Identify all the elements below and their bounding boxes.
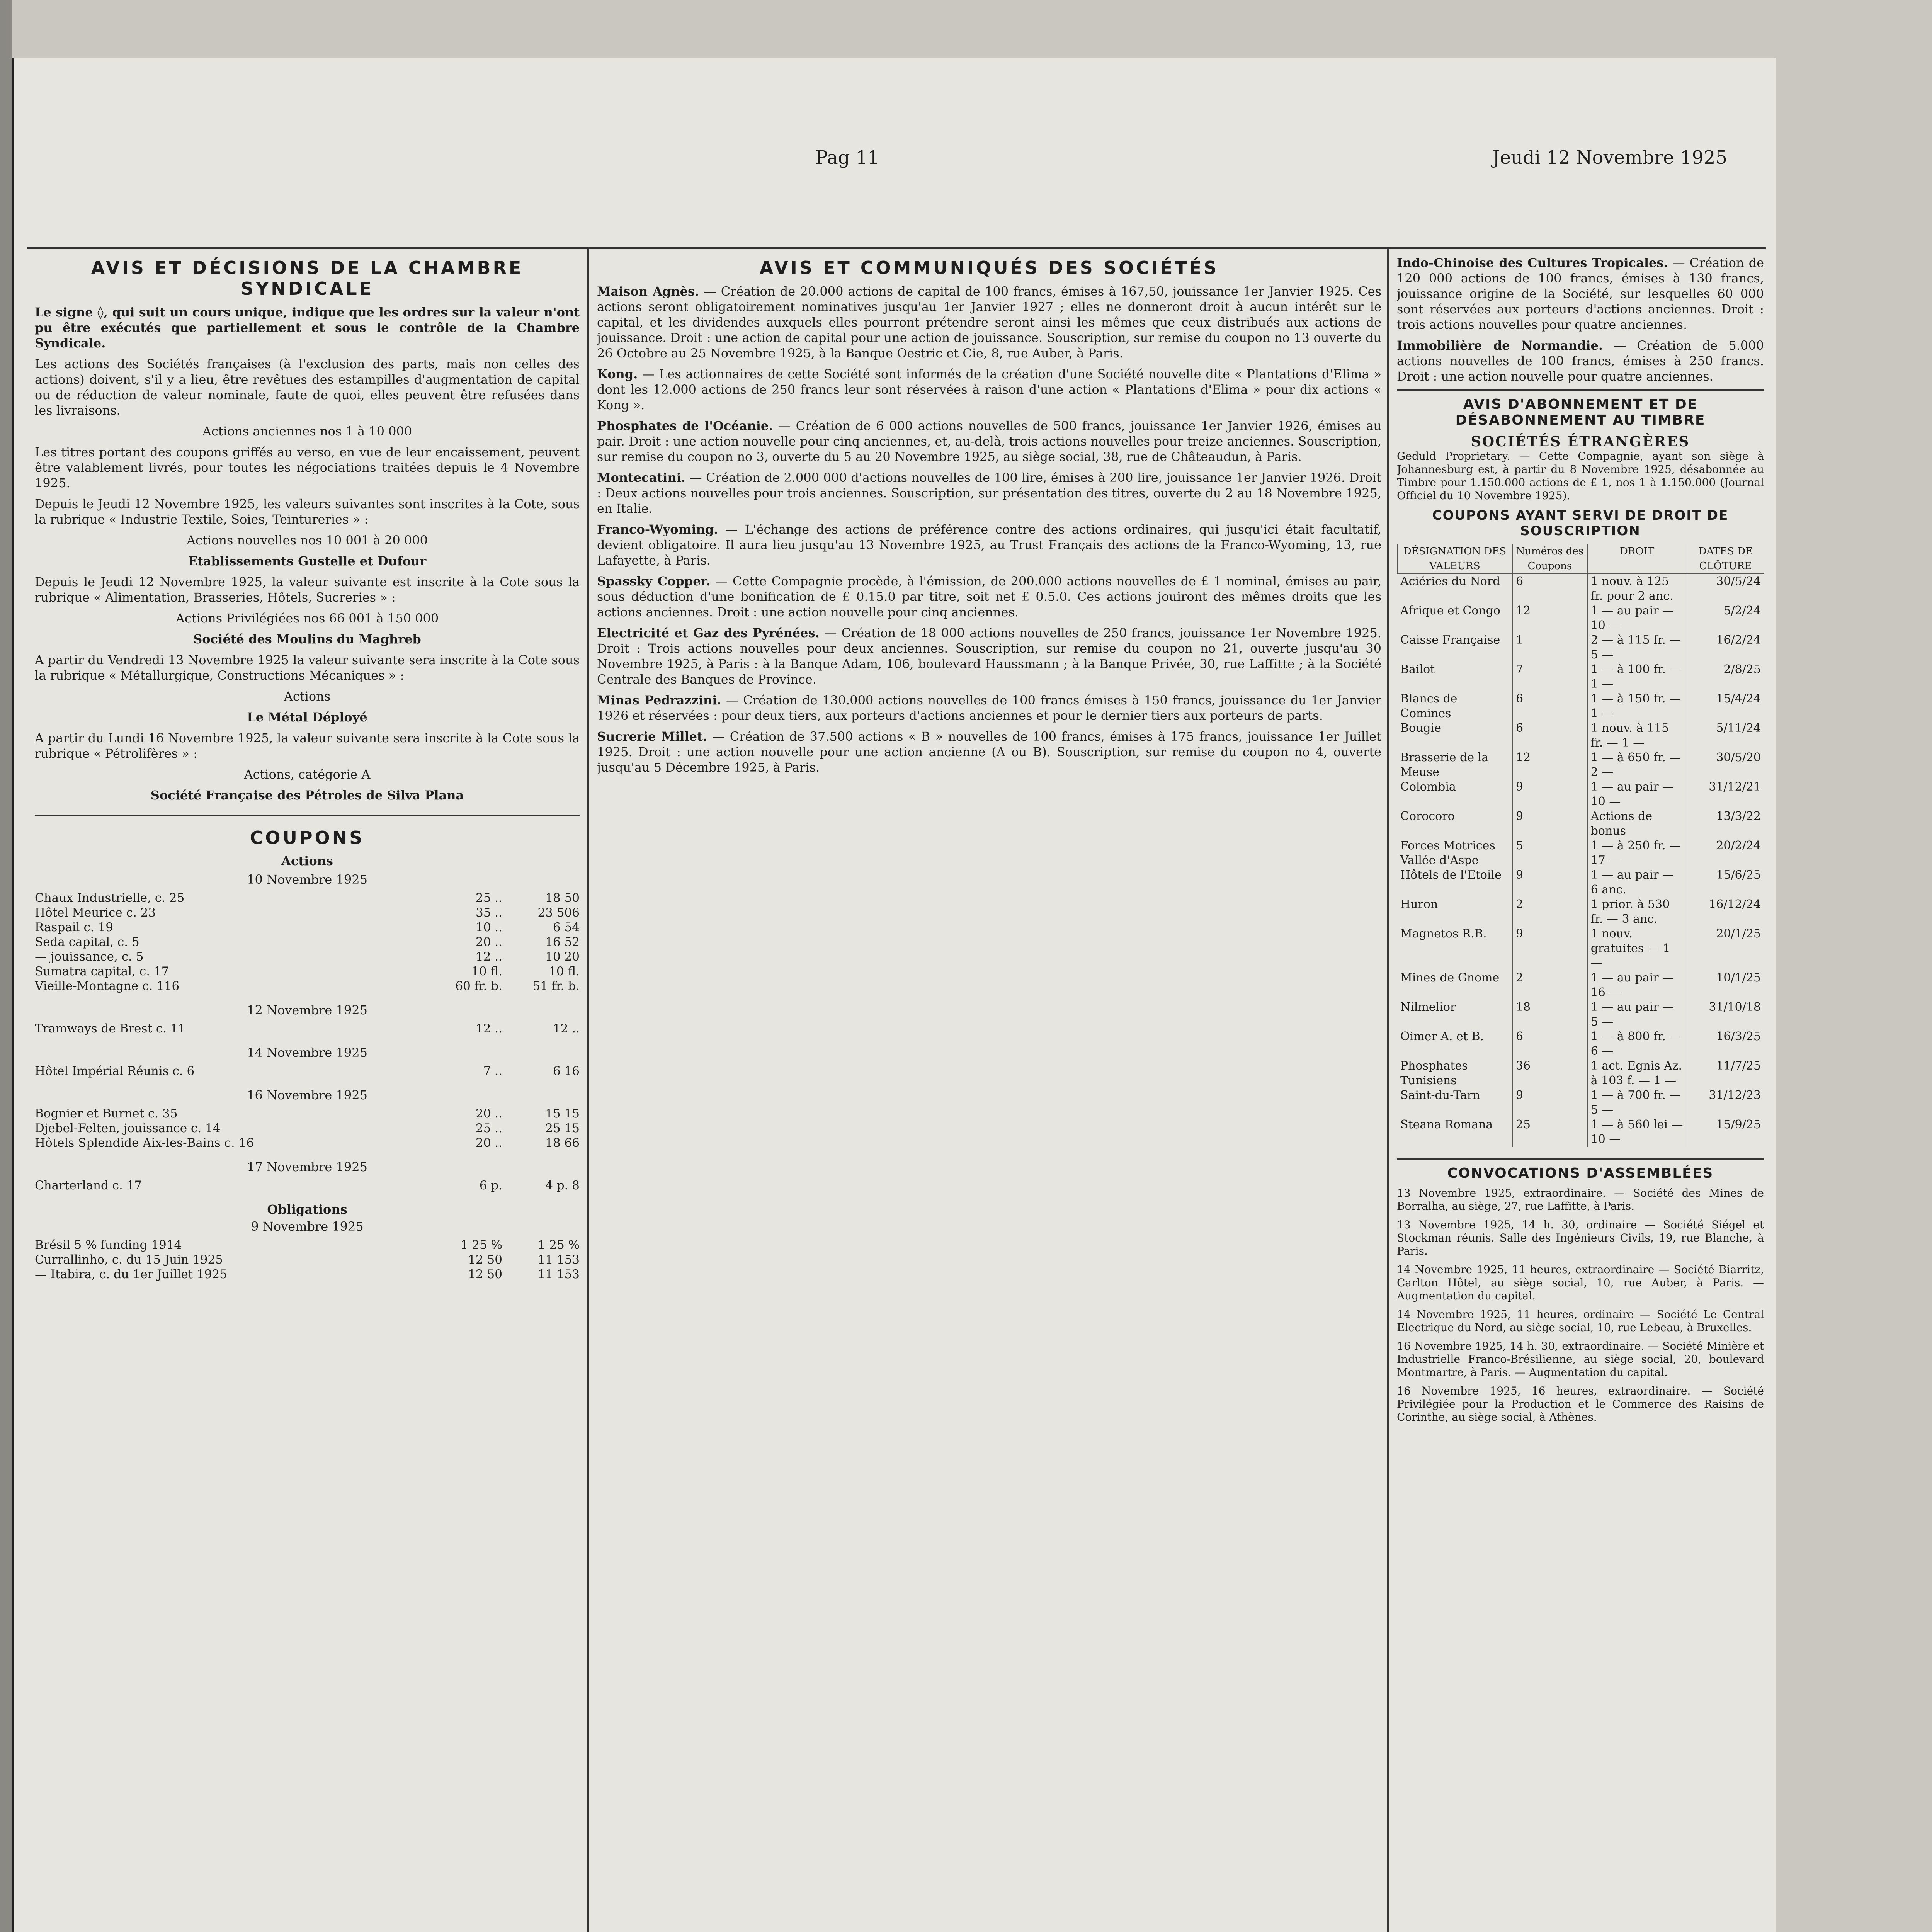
coupsousc-cell-c: 12 (1512, 750, 1587, 780)
coupon-value-b: 6 16 (553, 1064, 580, 1078)
communique-item (597, 692, 1381, 723)
coupon-name: — jouissance, c. 5 (35, 950, 144, 964)
coupsousc-cell-c: 6 (1512, 1029, 1587, 1059)
notice-para-1: Les actions des Sociétés françaises (à l'exclusion des parts, mais non celles des actions) doivent, s'il y a lieu, être revêtues des estampilles d'augmentation de capital ou de réduction de valeur nominale, faute de quoi, elles peuvent être refusées dans les livraisons. (35, 357, 580, 418)
coupsousc-cell-d: 2 — à 115 fr. — 5 — (1587, 633, 1687, 662)
coupsousc-cell-d: 1 — à 700 fr. — 5 — (1587, 1088, 1687, 1117)
coupsousc-cell-c: 18 (1512, 1000, 1587, 1029)
coupsousc-cell-n: Forces Motrices Vallée d'Aspe (1400, 839, 1495, 867)
coupsousc-cell-d: Actions de bonus (1587, 809, 1687, 838)
coupsousc-cell-t: 16/3/25 (1687, 1029, 1764, 1059)
coupsousc-cell-c: 36 (1512, 1059, 1587, 1088)
coupsousc-cell-n: Aciéries du Nord (1400, 575, 1500, 588)
coupsousc-cell-c: 9 (1512, 780, 1587, 809)
coupsousc-cell-c: 2 (1512, 897, 1587, 927)
coupons-list-5 (35, 1178, 580, 1193)
coupon-row (35, 891, 580, 905)
coupon-name: Charterland c. 17 (35, 1179, 142, 1192)
notice-para-9: Société des Moulins du Maghreb (193, 632, 421, 646)
coupsousc-cell-n: Saint-du-Tarn (1400, 1088, 1480, 1102)
communique-item-text: — Création de 37.500 actions « B » nouvelles de 100 francs, émises à 175 francs, jouissance 1er Juillet 1925. Droit : une action nouvelle pour une action ancienne (A ou B). Souscription, sur remise du coupon no 4, ouverte jusqu'au 5 Décembre 1925, à Paris. (597, 729, 1381, 775)
coupsousc-row (1397, 897, 1764, 927)
coupons-list (35, 891, 580, 993)
coupsousc-header: Numéros des Coupons (1512, 544, 1587, 574)
coupsousc-row (1397, 1029, 1764, 1059)
coupon-name: Vieille-Montagne c. 116 (35, 979, 180, 993)
coupsousc-cell-d: 1 — à 560 lei — 10 — (1587, 1117, 1687, 1147)
coupon-value-b: 4 p. 8 (545, 1179, 580, 1192)
coupsousc-table (1397, 544, 1764, 1147)
notice-para-2: Actions anciennes nos 1 à 10 000 (202, 424, 412, 439)
notice-para-6: Etablissements Gustelle et Dufour (188, 554, 427, 568)
convocations-title: CONVOCATIONS D'ASSEMBLÉES (1447, 1165, 1714, 1181)
communiques-column (597, 255, 1381, 1932)
coupon-value-b: 16 52 (545, 935, 580, 949)
coupsousc-row (1397, 721, 1764, 750)
communique-item-head: Kong. (597, 367, 638, 381)
communique-item-text: — Création de 18 000 actions nouvelles de 250 francs, jouissance 1er Novembre 1925. Droit : Trois actions nouvelles pour deux anciennes. Souscription, sur remise du coupon no 21, ouverte jusqu'au 30 Novembre 1925, à Paris : à la Banque Adam, 106, boulevard Haussmann ; à la Banque Privée, 30, rue Laffitte ; à la Société Centrale des Banques de Province. (597, 626, 1381, 687)
coupon-row (35, 1064, 580, 1078)
notice-para-8: Actions Privilégiées nos 66 001 à 150 000 (175, 611, 439, 626)
column-rule-2 (1387, 247, 1389, 1932)
coupon-row (35, 979, 580, 993)
oblig-row (35, 1252, 580, 1267)
coupsousc-cell-n: Brasserie de la Meuse (1400, 751, 1489, 779)
coupons-title: COUPONS (250, 827, 365, 848)
coupsousc-header: DÉSIGNATION DES VALEURS (1397, 544, 1512, 574)
coupsousc-cell-c: 7 (1512, 662, 1587, 692)
coupsousc-cell-t: 5/2/24 (1687, 604, 1764, 633)
coupsousc-cell-n: Corocoro (1400, 810, 1455, 823)
communique-item-head: Electricité et Gaz des Pyrénées. (597, 626, 820, 640)
coupon-value-b: 18 50 (545, 891, 580, 905)
coupsousc-cell-n: Colombia (1400, 780, 1456, 794)
communiques-title: AVIS ET COMMUNIQUÉS DES SOCIÉTÉS (759, 257, 1219, 278)
communique-item-text: — Création de 20.000 actions de capital de 100 francs, émises à 167,50, jouissance 1er Janvier 1925. Ces actions seront obligatoirement nominatives jusqu'au 1er Janvier 1927 ; elles ne donneront droit à aucun intérêt sur le capital, et les dividendes auxquels elles pourront prétendre seront ainsi les mêmes que ceux distribués aux actions de jouissance. Droit : une action de capital pour une action de jouissance. Souscription, sur remise du coupon no 13 ouverte du 26 Octobre au 25 Novembre 1925, à la Banque Oestric et Cie, 8, rue Auber, à Paris. (597, 284, 1381, 361)
coupon-value-a: 10 fl. (471, 964, 502, 978)
coupon-value-a: 12 .. (475, 950, 502, 964)
coupsousc-cell-t: 31/10/18 (1687, 1000, 1764, 1029)
coupon-value-a: 10 .. (475, 920, 502, 934)
coupsousc-cell-d: 1 — au pair — 10 — (1587, 780, 1687, 809)
coupsousc-cell-c: 12 (1512, 604, 1587, 633)
coupon-row (35, 964, 580, 979)
communique-item-head: Spassky Copper. (597, 574, 711, 588)
coupsousc-cell-t: 10/1/25 (1687, 971, 1764, 1000)
convocation-item: 13 Novembre 1925, 14 h. 30, ordinaire — Société Siégel et Stockman réunis. Salle des Ingénieurs Civils, 19, rue Blanche, à Paris. (1397, 1218, 1764, 1257)
oblig-value-a: 12 50 (468, 1253, 502, 1267)
coupsousc-cell-c: 6 (1512, 574, 1587, 604)
notice-para-10: A partir du Vendredi 13 Novembre 1925 la valeur suivante sera inscrite à la Cote sous la rubrique « Métallurgique, Constructions Mécaniques » : (35, 653, 580, 683)
coupsousc-cell-d: 1 — à 650 fr. — 2 — (1587, 750, 1687, 780)
page-date: Jeudi 12 Novembre 1925 (1492, 147, 1727, 168)
communique-item-head: Maison Agnès. (597, 284, 699, 299)
coupsousc-header: DROIT (1587, 544, 1687, 574)
communique-item (597, 625, 1381, 687)
coupsousc-cell-d: 1 nouv. gratuites — 1 — (1587, 927, 1687, 971)
notice-para-4: Depuis le Jeudi 12 Novembre 1925, les valeurs suivantes sont inscrites à la Cote, sous la rubrique « Industrie Textile, Soies, Teintureries » : (35, 497, 580, 527)
coupsousc-cell-t: 31/12/23 (1687, 1088, 1764, 1117)
coupsousc-cell-n: Steana Romana (1400, 1118, 1493, 1131)
coupon-name: Chaux Industrielle, c. 25 (35, 891, 185, 905)
coupsousc-cell-t: 20/1/25 (1687, 927, 1764, 971)
convocation-item: 13 Novembre 1925, extraordinaire. — Société des Mines de Borralha, au siège, 27, rue Laffitte, à Paris. (1397, 1187, 1764, 1213)
coupsousc-cell-n: Bougie (1400, 721, 1441, 735)
coupsousc-row (1397, 1059, 1764, 1088)
coupsousc-cell-t: 30/5/20 (1687, 750, 1764, 780)
coupsousc-cell-n: Blancs de Comines (1400, 692, 1458, 720)
communique-item-text: — Les actionnaires de cette Société sont informés de la création d'une Société nouvelle dite « Plantations d'Elima » dont les 12.000 actions de 250 francs leur sont réservées à raison d'une action « Plantations d'Elima » pour dix actions « Kong ». (597, 367, 1381, 412)
chambre-syndicale-column (35, 255, 580, 1932)
oblig-list (35, 1238, 580, 1282)
coupsousc-cell-d: 1 — à 150 fr. — 1 — (1587, 692, 1687, 721)
coupon-value-a: 20 .. (475, 1107, 502, 1121)
notice-para-13: A partir du Lundi 16 Novembre 1925, la valeur suivante sera inscrite à la Cote sous la rubrique « Pétrolifères » : (35, 731, 580, 761)
coupon-name: Seda capital, c. 5 (35, 935, 139, 949)
coupon-value-b: 15 15 (545, 1107, 580, 1121)
coupsousc-cell-n: Oimer A. et B. (1400, 1030, 1484, 1043)
coupsousc-cell-n: Huron (1400, 898, 1438, 911)
coupsousc-cell-c: 9 (1512, 927, 1587, 971)
coupsousc-cell-c: 5 (1512, 838, 1587, 868)
communique-item-head: Montecatini. (597, 470, 685, 485)
coupsousc-cell-d: 1 — au pair — 5 — (1587, 1000, 1687, 1029)
coupon-value-a: 25 .. (475, 891, 502, 905)
coupsousc-row (1397, 838, 1764, 868)
coupsousc-cell-t: 15/6/25 (1687, 868, 1764, 897)
coupsousc-row (1397, 868, 1764, 897)
notice-para-3: Les titres portant des coupons griffés au verso, en vue de leur encaissement, peuvent être valablement livrés, pour toutes les négociations traitées depuis le 4 Novembre 1925. (35, 445, 580, 490)
notice-para-7: Depuis le Jeudi 12 Novembre 1925, la valeur suivante est inscrite à la Cote sous la rubrique « Alimentation, Brasseries, Hôtels, Sucreries » : (35, 575, 580, 605)
intro-text: Le signe ◊, qui suit un cours unique, indique que les ordres sur la valeur n'ont pu être exécutés que partiellement et sous le contrôle de la Chambre Syndicale. (35, 305, 580, 350)
coupon-value-b: 25 15 (545, 1121, 580, 1135)
communique-item-head: Phosphates de l'Océanie. (597, 418, 773, 433)
communiques-list (597, 284, 1381, 775)
notice-para-15: Société Française des Pétroles de Silva Plana (150, 788, 464, 803)
communique-item-text: — L'échange des actions de préférence contre des actions ordinaires, qui jusqu'ici était facultatif, devient obligatoire. Il aura lieu jusqu'au 13 Novembre 1925, au Trust Français des actions de la Franco-Wyoming, 13, rue Lafayette, à Paris. (597, 522, 1381, 568)
coupsousc-title: COUPONS AYANT SERVI DE DROIT DE SOUSCRIPTION (1432, 508, 1729, 539)
page-header (12, 143, 1735, 174)
communique-item-head: Franco-Wyoming. (597, 522, 718, 537)
coupsousc-cell-n: Phosphates Tunisiens (1400, 1059, 1468, 1087)
coupsousc-cell-t: 30/5/24 (1687, 574, 1764, 604)
coupons-date-5: 17 Novembre 1925 (247, 1160, 367, 1174)
oblig-value-b: 1 25 % (537, 1238, 580, 1252)
coupsousc-row (1397, 971, 1764, 1000)
coupsousc-cell-c: 1 (1512, 633, 1587, 662)
coupon-name: Bognier et Burnet c. 35 (35, 1107, 178, 1121)
abonnement-text: Geduld Proprietary. — Cette Compagnie, ayant son siège à Johannesburg est, à partir du 8 Novembre 1925, désabonnée au Timbre pour 1.150.000 actions de £ 1, nos 1 à 1.150.000 (Journal Officiel du 10 Novembre 1925). (1397, 450, 1764, 502)
coupsousc-cell-t: 16/12/24 (1687, 897, 1764, 927)
coupon-name: Hôtel Impérial Réunis c. 6 (35, 1064, 195, 1078)
communique-item (597, 573, 1381, 620)
coupsousc-cell-n: Hôtels de l'Etoile (1400, 868, 1502, 882)
coupon-name: Hôtels Splendide Aix-les-Bains c. 16 (35, 1136, 254, 1150)
oblig-value-a: 1 25 % (460, 1238, 502, 1252)
coupon-name: Tramways de Brest c. 11 (35, 1022, 186, 1036)
notice-item-head: Indo-Chinoise des Cultures Tropicales. (1397, 255, 1668, 270)
coupsousc-row (1397, 780, 1764, 809)
coupsousc-cell-t: 16/2/24 (1687, 633, 1764, 662)
coupon-name: Hôtel Meurice c. 23 (35, 906, 156, 920)
top-rule (27, 247, 1766, 249)
coupsousc-cell-t: 31/12/21 (1687, 780, 1764, 809)
column-rule-1 (587, 247, 589, 1932)
coupsousc-row (1397, 1088, 1764, 1117)
coupsousc-cell-c: 6 (1512, 721, 1587, 750)
coupsousc-cell-t: 2/8/25 (1687, 662, 1764, 692)
coupsousc-cell-d: 1 — au pair — 16 — (1587, 971, 1687, 1000)
coupsousc-cell-t: 15/9/25 (1687, 1117, 1764, 1147)
coupon-value-a: 60 fr. b. (455, 979, 502, 993)
convocations-divider (1397, 1158, 1764, 1160)
coupsousc-cell-n: Caisse Française (1400, 633, 1500, 647)
oblig-row (35, 1238, 580, 1252)
notice-para-11: Actions (284, 689, 331, 704)
oblig-value-a: 12 50 (468, 1267, 502, 1281)
coupsousc-row (1397, 750, 1764, 780)
oblig-value-b: 11 153 (537, 1267, 580, 1281)
notice-item-text: — Création de 120 000 actions de 100 francs, émises à 130 francs, jouissance origine de la Société, sur lesquelles 60 000 sont réservées aux porteurs d'actions anciennes. Droit : trois actions nouvelles pour quatre anciennes. (1397, 255, 1764, 332)
coupon-row (35, 1121, 580, 1136)
coupon-value-a: 7 .. (483, 1064, 502, 1078)
oblig-date: 9 Novembre 1925 (251, 1219, 364, 1234)
oblig-name: Brésil 5 % funding 1914 (35, 1238, 182, 1252)
communique-item (597, 470, 1381, 516)
coupon-name: Sumatra capital, c. 17 (35, 964, 169, 978)
communique-item-text: — Cette Compagnie procède, à l'émission, de 200.000 actions nouvelles de £ 1 nominal, émises au pair, sous déduction d'une bonification de £ 0.15.0 par titre, soit net £ 0.5.0. Ces actions jouiront des mêmes droits que les actions anciennes. Droit : une action nouvelle pour cinq anciennes. (597, 574, 1381, 619)
coupsousc-cell-c: 9 (1512, 868, 1587, 897)
coupsousc-cell-c: 9 (1512, 809, 1587, 838)
page-number: Pag 11 (815, 147, 879, 168)
communique-item-head: Sucrerie Millet. (597, 729, 707, 744)
communique-item-text: — Création de 2.000 000 d'actions nouvelles de 100 lire, émises à 200 lire, jouissance 1er Janvier 1926. Droit : Deux actions nouvelles pour trois anciennes. Souscription, sur présentation des titres, ouverte du 2 au 18 Novembre 1925, en Italie. (597, 470, 1381, 516)
coupsousc-row (1397, 1000, 1764, 1029)
coupsousc-cell-t: 20/2/24 (1687, 838, 1764, 868)
coupsousc-cell-c: 9 (1512, 1088, 1587, 1117)
coupsousc-cell-n: Afrique et Congo (1400, 604, 1500, 617)
coupsousc-row (1397, 633, 1764, 662)
coupons-date-3: 14 Novembre 1925 (247, 1045, 367, 1060)
convocation-item: 16 Novembre 1925, 14 h. 30, extraordinaire. — Société Minière et Industrielle Franco-Brésilienne, au siège social, 20, boulevard Montmartre, à Paris. — Augmentation du capital. (1397, 1340, 1764, 1379)
coupsousc-row (1397, 604, 1764, 633)
coupsousc-cell-d: 1 — au pair — 6 anc. (1587, 868, 1687, 897)
coupsousc-row (1397, 692, 1764, 721)
coupsousc-row (1397, 1117, 1764, 1147)
coupsousc-row (1397, 809, 1764, 838)
coupon-row (35, 949, 580, 964)
communique-item (597, 522, 1381, 568)
right-notices (1397, 255, 1764, 384)
coupon-value-a: 6 p. (479, 1179, 502, 1192)
coupon-row (35, 920, 580, 935)
coupon-name: Raspail c. 19 (35, 920, 113, 934)
abonnement-divider (1397, 389, 1764, 391)
right-column (1397, 255, 1764, 1932)
coupons-actions-label: Actions (281, 854, 333, 868)
coupsousc-cell-t: 5/11/24 (1687, 721, 1764, 750)
coupsousc-cell-n: Magnetos R.B. (1400, 927, 1487, 940)
notice-item-text: — Création de 5.000 actions nouvelles de 100 francs, émises à 250 francs. Droit : une action nouvelle pour quatre anciennes. (1397, 338, 1764, 384)
coupsousc-cell-n: Mines de Gnome (1400, 971, 1500, 985)
coupon-value-b: 10 20 (545, 950, 580, 964)
coupsousc-cell-n: Bailot (1400, 663, 1435, 676)
binding-spine (0, 0, 12, 1932)
oblig-value-b: 11 153 (537, 1253, 580, 1267)
communique-item-text: — Création de 6 000 actions nouvelles de 500 francs, jouissance 1er Janvier 1926, émises au pair. Droit : une action nouvelle pour cinq anciennes, et, au-delà, trois actions nouvelles pour treize anciennes. Souscription, sur remise du coupon no 3, ouverte du 5 au 20 Novembre 1925, au siège social, 38, rue de Châteaudun, à Paris. (597, 418, 1381, 464)
coupon-value-a: 25 .. (475, 1121, 502, 1135)
coupon-name: Djebel-Felten, jouissance c. 14 (35, 1121, 221, 1135)
coupon-value-a: 12 .. (475, 1022, 502, 1036)
coupon-value-b: 18 66 (545, 1136, 580, 1150)
coupsousc-header: DATES DE CLÔTURE (1687, 544, 1764, 574)
coupon-row (35, 1106, 580, 1121)
notice-item (1397, 338, 1764, 384)
coupon-value-b: 6 54 (553, 920, 580, 934)
communique-item-head: Minas Pedrazzini. (597, 693, 721, 707)
notice-item (1397, 255, 1764, 332)
coupsousc-cell-c: 2 (1512, 971, 1587, 1000)
chambre-syndicale-title: AVIS ET DÉCISIONS DE LA CHAMBRE SYNDICALE (91, 257, 524, 299)
convocation-item: 14 Novembre 1925, 11 heures, extraordinaire — Société Biarritz, Carlton Hôtel, au siège social, 10, rue Auber, à Paris. — Augmentation du capital. (1397, 1263, 1764, 1302)
coupon-row (35, 905, 580, 920)
coupon-row (35, 1178, 580, 1193)
coupsousc-cell-c: 25 (1512, 1117, 1587, 1147)
communique-item (597, 729, 1381, 775)
coupsousc-cell-d: 1 nouv. à 115 fr. — 1 — (1587, 721, 1687, 750)
coupons-date-1: 10 Novembre 1925 (247, 872, 367, 887)
coupsousc-cell-d: 1 prior. à 530 fr. — 3 anc. (1587, 897, 1687, 927)
coupon-value-b: 10 fl. (549, 964, 580, 978)
convocation-item: 14 Novembre 1925, 11 heures, ordinaire — Société Le Central Electrique du Nord, au siège social, 10, rue Lebeau, à Bruxelles. (1397, 1308, 1764, 1334)
communique-item (597, 366, 1381, 413)
coupons-date-4: 16 Novembre 1925 (247, 1088, 367, 1102)
oblig-title: Obligations (267, 1202, 347, 1217)
coupsousc-cell-n: Nilmelior (1400, 1000, 1456, 1014)
coupsousc-row (1397, 574, 1764, 604)
coupon-value-a: 20 .. (475, 1136, 502, 1150)
coupsousc-cell-t: 15/4/24 (1687, 692, 1764, 721)
coupsousc-body (1397, 574, 1764, 1147)
coupon-row (35, 1021, 580, 1036)
coupons-divider (35, 815, 580, 816)
coupons-list-4 (35, 1106, 580, 1150)
coupon-value-b: 23 506 (537, 906, 580, 920)
coupsousc-row (1397, 927, 1764, 971)
coupsousc-cell-t: 13/3/22 (1687, 809, 1764, 838)
oblig-name: Currallinho, c. du 15 Juin 1925 (35, 1253, 223, 1267)
coupon-value-a: 20 .. (475, 935, 502, 949)
notice-item-head: Immobilière de Normandie. (1397, 338, 1603, 353)
coupsousc-cell-d: 1 — au pair — 10 — (1587, 604, 1687, 633)
coupsousc-cell-d: 1 nouv. à 125 fr. pour 2 anc. (1587, 574, 1687, 604)
abonnement-title: AVIS D'ABONNEMENT ET DE DÉSABONNEMENT AU TIMBRE (1455, 396, 1706, 428)
convocation-item: 16 Novembre 1925, 16 heures, extraordinaire. — Société Privilégiée pour la Production et le Commerce des Raisins de Corinthe, au siège social, à Athènes. (1397, 1384, 1764, 1423)
oblig-row (35, 1267, 580, 1282)
coupsousc-cell-d: 1 act. Egnis Az. à 103 f. — 1 — (1587, 1059, 1687, 1088)
coupsousc-cell-d: 1 — à 100 fr. — 1 — (1587, 662, 1687, 692)
coupsousc-cell-t: 11/7/25 (1687, 1059, 1764, 1088)
convocations-list (1397, 1187, 1764, 1424)
coupon-value-b: 51 fr. b. (532, 979, 580, 993)
notice-para-12: Le Métal Déployé (247, 710, 367, 724)
coupsousc-cell-d: 1 — à 800 fr. — 6 — (1587, 1029, 1687, 1059)
coupon-row (35, 1136, 580, 1150)
coupsousc-row (1397, 662, 1764, 692)
coupons-list-3 (35, 1064, 580, 1078)
oblig-name: — Itabira, c. du 1er Juillet 1925 (35, 1267, 227, 1281)
coupsousc-header-row (1397, 544, 1764, 574)
communique-item (597, 284, 1381, 361)
communique-item-text: — Création de 130.000 actions nouvelles de 100 francs émises à 150 francs, jouissance du 1er Janvier 1926 et réservées : pour deux tiers, aux porteurs d'actions anciennes et pour le dernier tiers aux porteurs de parts. (597, 693, 1381, 723)
coupsousc-cell-d: 1 — à 250 fr. — 17 — (1587, 838, 1687, 868)
abonnement-subtitle: SOCIÉTÉS ÉTRANGÈRES (1471, 434, 1690, 450)
notice-para-14: Actions, catégorie A (244, 767, 371, 782)
coupons-list-2 (35, 1021, 580, 1036)
coupon-row (35, 935, 580, 949)
coupons-date-2: 12 Novembre 1925 (247, 1003, 367, 1017)
communique-item (597, 418, 1381, 464)
notice-para-5: Actions nouvelles nos 10 001 à 20 000 (187, 533, 428, 548)
coupon-value-b: 12 .. (553, 1022, 580, 1036)
coupon-value-a: 35 .. (475, 906, 502, 920)
coupsousc-cell-c: 6 (1512, 692, 1587, 721)
